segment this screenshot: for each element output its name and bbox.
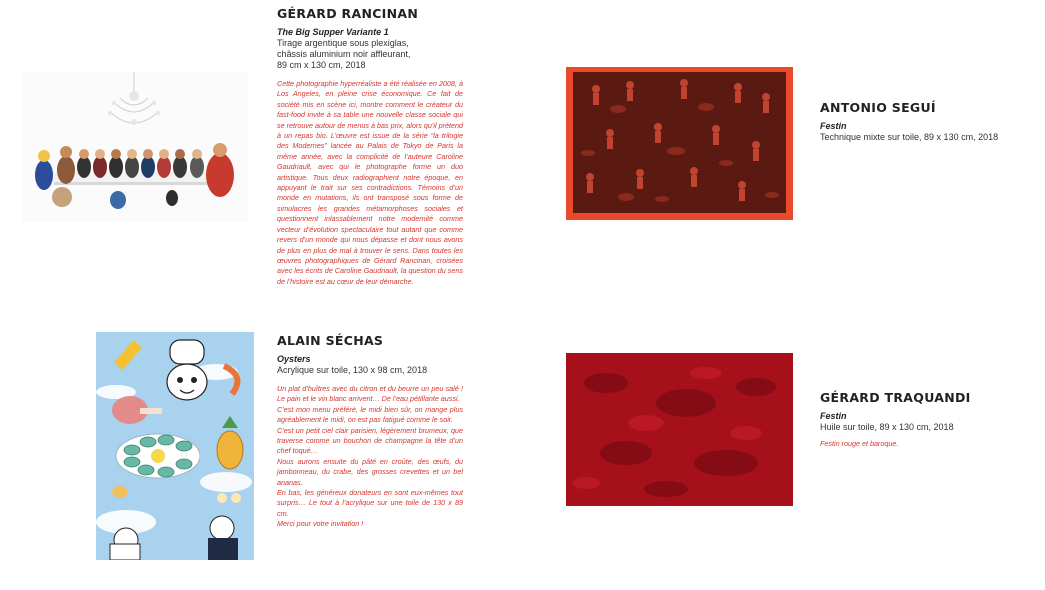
sechas-artwork-image <box>96 332 254 560</box>
sechas-work-title: Oysters <box>277 354 311 364</box>
rancinan-description: Cette photographie hyperréaliste a été réalisée en 2008, à Los Angeles, en pleine crise économique. Ce fait de société mis en scène ici, montre comment le créateur du fast-food invite à sa table une nouvelle classe sociale qui se retrouve autour de menus à bas prix, alors qu’il prétend à un repas bio. L’œuvre est issue de la série “la trilogie des Modernes” lancée au Palais de Tokyo de Paris la même année, avec la complicité de l’auteure Caroline Gaudriault, avec qui le photographe forme un duo artistique. Tous deux radiographient notre époque, en appuyant le trait sur ses contradictions. Témoins d’un monde en mutations, ils ont transposé sous forme de simulacres les grandes métamorphoses sociales et questionnent inlassablement notre modernité comme vecteur d’évolution spectaculaire tout autant que comme revers d’un monde qui nous dépasse et dont nous avons de plus en plus de mal à trouver le sens. Dans toutes les œuvres photographiques de Gérard Rancinan, croisées avec les écrits de Caroline Gaudriault, la question du sens de l’histoire est au cœur de leur démarche. <box>277 79 463 286</box>
segui-work-title: Festin <box>820 121 847 131</box>
traquandi-note: Festin rouge et baroque. <box>820 439 899 448</box>
sechas-description-paragraph: Nous aurons ensuite du pâté en croûte, des œufs, du jambonneau, du crabe, des grosses crevettes et un bel ananas. <box>277 456 463 487</box>
rancinan-work-meta-line: Tirage argentique sous plexiglas, <box>277 38 409 48</box>
rancinan-work-meta-line: châssis aluminium noir affleurant, <box>277 49 411 59</box>
segui-artist-name: ANTONIO SEGUÍ <box>820 100 936 115</box>
segui-work-meta: Technique mixte sur toile, 89 x 130 cm, 2018 <box>820 132 999 142</box>
segui-artwork-image <box>566 67 793 220</box>
sechas-description-paragraph: En bas, les généreux donateurs en sont eux-mêmes tout surpris… Le tout à l’acrylique sur une toile de 130 x 89 cm. <box>277 488 463 518</box>
traquandi-artwork-image <box>566 353 793 506</box>
sechas-description-paragraph: Merci pour votre invitation ! <box>277 519 364 529</box>
sechas-artist-name: ALAIN SÉCHAS <box>277 333 384 348</box>
traquandi-artist-name: GÉRARD TRAQUANDI <box>820 390 971 405</box>
rancinan-artwork-image <box>22 72 248 222</box>
sechas-description-paragraph: C’est un petit ciel clair parisien, légèrement brumeux, que traverse comme un bouchon de champagne la tête d’un chef toqué… <box>277 425 463 456</box>
rancinan-artist-name: GÉRARD RANCINAN <box>277 6 419 21</box>
sechas-description <box>277 384 463 530</box>
traquandi-work-meta: Huile sur toile, 89 x 130 cm, 2018 <box>820 422 954 432</box>
rancinan-work-meta-line: 89 cm x 130 cm, 2018 <box>277 60 366 70</box>
traquandi-work-title: Festin <box>820 411 847 421</box>
sechas-description-paragraph: C’est mon menu préféré, le midi bien sûr, on mange plus agréablement le midi, on est pas fatigué comme le soir. <box>277 404 463 425</box>
rancinan-work-title: The Big Supper Variante 1 <box>277 27 389 37</box>
sechas-description-paragraph: Un plat d’huîtres avec du citron et du beurre un peu salé ! Le pain et le vin blanc arrivent… De l’eau pétillante aussi. <box>277 384 463 404</box>
sechas-work-meta: Acrylique sur toile, 130 x 98 cm, 2018 <box>277 365 428 375</box>
